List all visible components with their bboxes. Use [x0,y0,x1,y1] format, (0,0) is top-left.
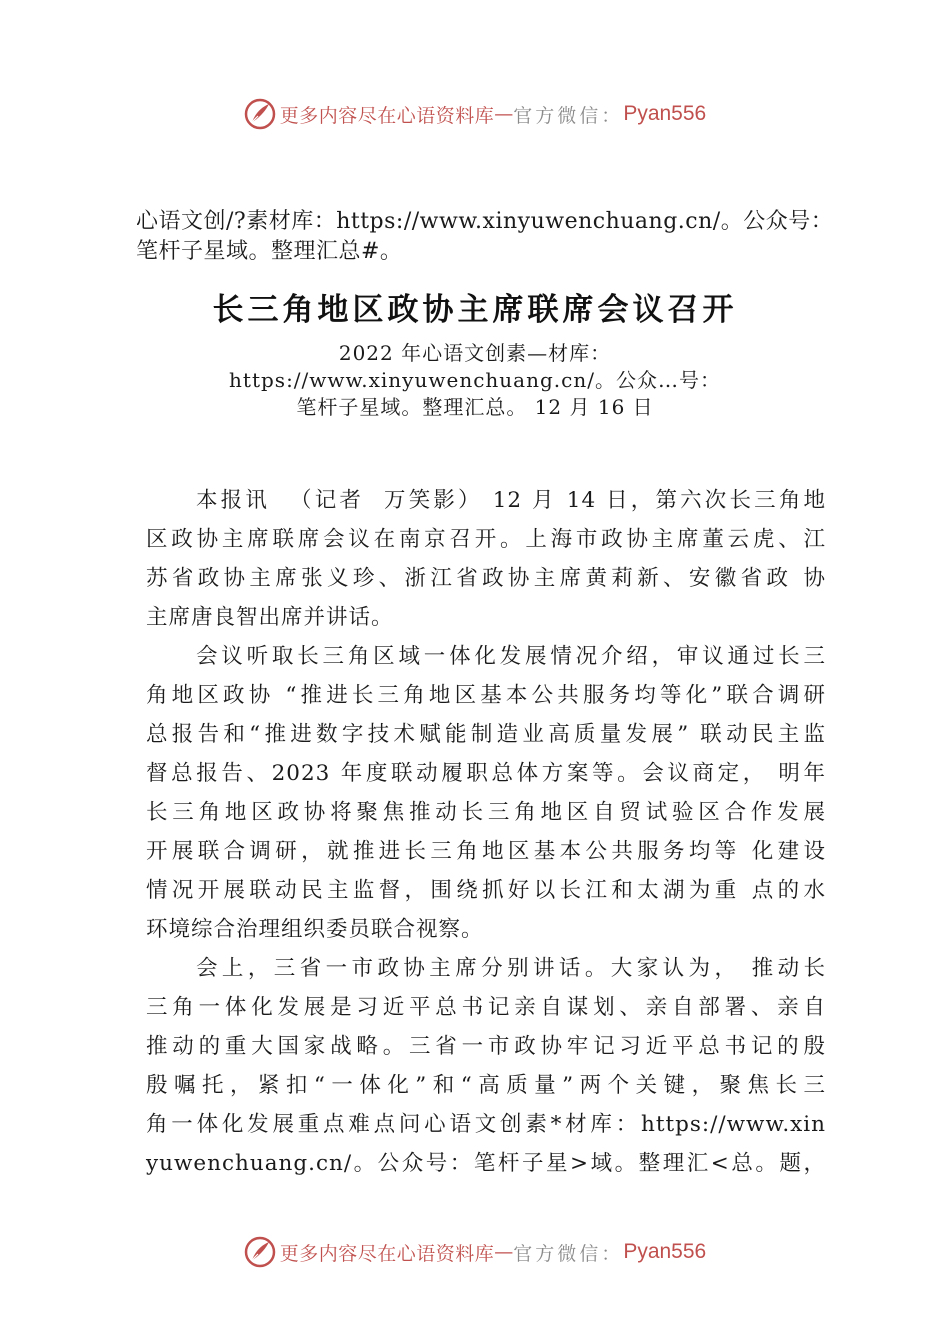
article-subtitle [160,340,790,421]
watermark-label: 官方微信： [513,104,624,127]
body-line: 推动的重大国家战略。三省一市政协牢记习近平总书记的殷 [146,1034,826,1059]
article-body [146,481,826,1183]
article-title: 长三角地区政协主席联席会议召开 [212,292,738,328]
body-line: 殷嘱托，紧扣“一体化”和“高质量”两个关键，聚焦长三 [146,1073,826,1098]
body-line: 本报讯 （记者 万笑影） 12 月 14 日，第六次长三角地 [196,488,826,513]
intro-block [136,207,856,267]
footer-watermark [0,1234,950,1270]
intro-line: 笔杆子星域。整理汇总#。 [136,239,403,264]
body-line: 环境综合治理组织委员联合视察。 [146,917,484,942]
subtitle-line: 2022 年心语文创素—材库： [338,341,612,365]
watermark-dash: — [494,103,514,125]
subtitle-line: 笔杆子星域。整理汇总。 12 月 16 日 [296,395,654,419]
body-line: 总报告和“推进数字技术赋能制造业高质量发展” 联动民主监 [146,722,826,747]
body-line: 三角一体化发展是习近平总书记亲自谋划、亲自部署、亲自 [146,995,826,1020]
body-line: 长三角地区政协将聚焦推动长三角地区自贸试验区合作发展 [146,800,826,825]
watermark-text: 更多内容尽在心语资料库 [279,1242,495,1265]
body-line: 角地区政协 “推进长三角地区基本公共服务均等化”联合调研 [146,683,826,708]
watermark-dash: — [494,1241,514,1263]
body-line: 苏省政协主席张义珍、浙江省政协主席黄莉新、安徽省政 协 [146,566,826,591]
watermark-wechat-id: Pyan556 [623,1240,707,1263]
body-line: 会上，三省一市政协主席分别讲话。大家认为， 推动长 [196,956,826,981]
body-line: 主席唐良智出席并讲话。 [146,605,394,630]
body-line: 角一体化发展重点难点问心语文创素*材库：https://www.xin [146,1112,826,1137]
quill-logo-icon [244,1236,276,1268]
watermark-wechat-id: Pyan556 [623,102,707,125]
body-line: 情况开展联动民主监督，围绕抓好以长江和太湖为重 点的水 [146,878,826,903]
body-line: 区政协主席联席会议在南京召开。上海市政协主席董云虎、江 [146,527,826,552]
body-line: 督总报告、2023 年度联动履职总体方案等。会议商定， 明年 [146,761,826,786]
body-line: 开展联合调研，就推进长三角地区基本公共服务均等 化建设 [146,839,826,864]
watermark-text: 更多内容尽在心语资料库 [279,104,495,127]
body-line: yuwenchuang.cn/。公众号：笔杆子星>域。整理汇<总。题， [146,1151,826,1176]
watermark-label: 官方微信： [513,1242,624,1265]
header-watermark [0,96,950,132]
quill-logo-icon [244,98,276,130]
body-line: 会议听取长三角区域一体化发展情况介绍，审议通过长三 [196,644,826,669]
intro-line: 心语文创/?素材库：https://www.xinyuwenchuang.cn/。公众号： [136,209,834,234]
subtitle-line: https://www.xinyuwenchuang.cn/。公众…号： [229,368,721,392]
